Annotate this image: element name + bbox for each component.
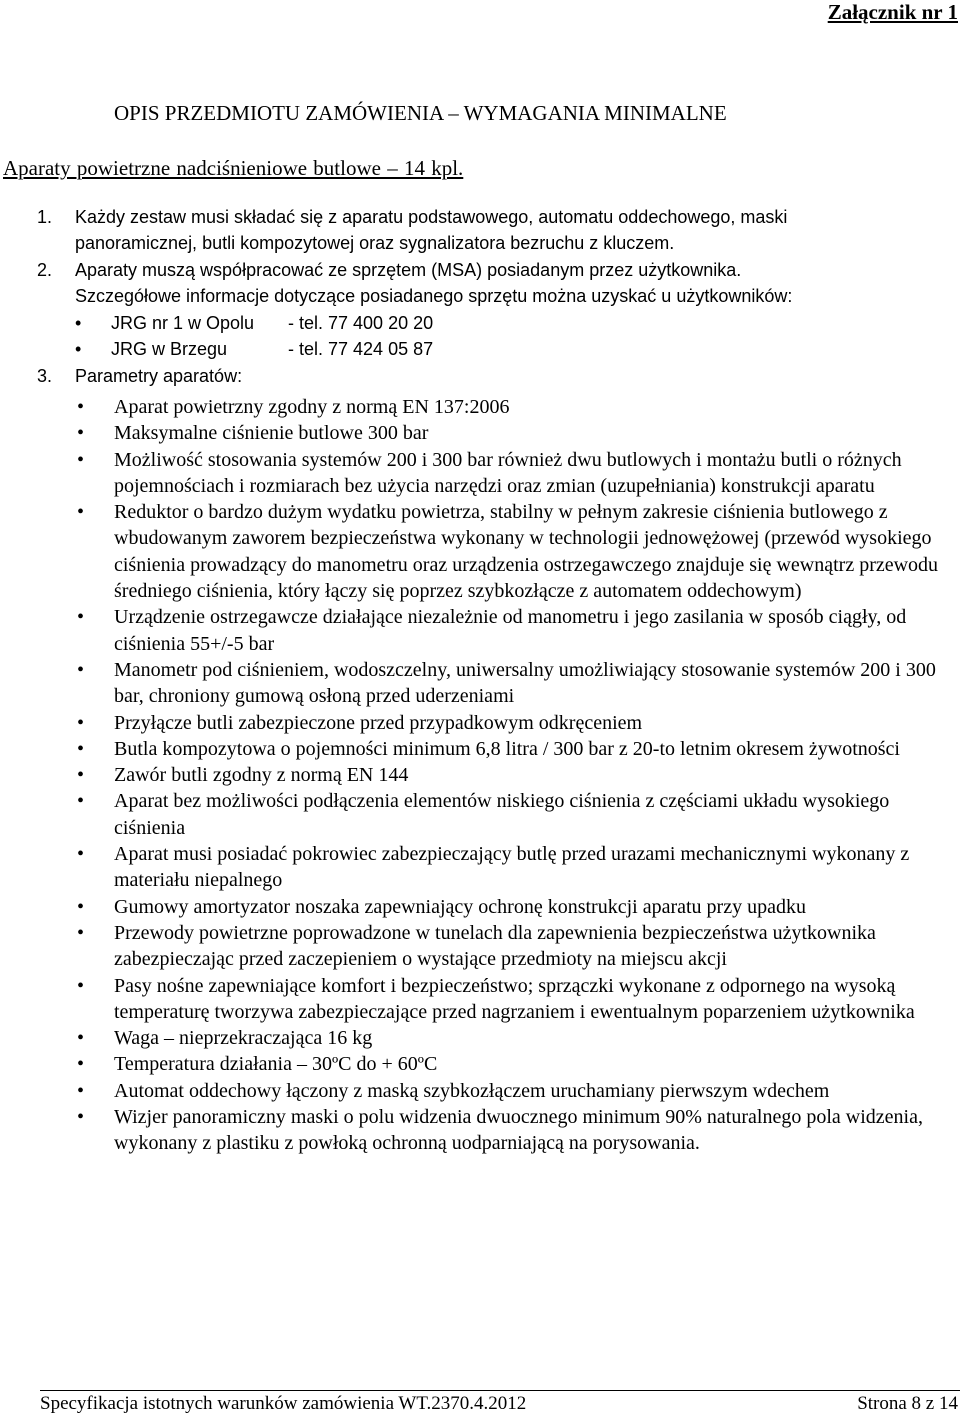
contact-name: JRG nr 1 w Opolu — [111, 313, 255, 333]
page-number: Strona 8 z 14 — [857, 1393, 958, 1414]
list-item — [0, 657, 960, 710]
item-2-line-1: Aparaty muszą współpracować ze sprzętem (MSA) posiadanym przez użytkownika. — [75, 260, 742, 280]
bullet-icon: • — [77, 501, 85, 524]
list-number-3: 3. — [37, 366, 53, 386]
bullet-icon: • — [77, 422, 85, 445]
list-item — [0, 788, 960, 841]
list-item — [0, 604, 960, 657]
bullet-icon: • — [77, 843, 85, 866]
parameters-list — [0, 394, 960, 1157]
item-1-line-1: Każdy zestaw musi składać się z aparatu podstawowego, automatu oddechowego, maski — [75, 207, 788, 227]
parameter-text: Pasy nośne zapewniające komfort i bezpieczeństwo; sprzączki wykonane z odpornego na wysoką temperaturę tworzywa zabezpieczające przed nagrzaniem i ewentualnym poparzeniem użytkownika — [114, 974, 915, 1023]
bullet-icon: • — [77, 396, 85, 418]
bullet-icon: • — [77, 1053, 85, 1076]
list-item — [0, 394, 960, 420]
list-item — [0, 447, 960, 500]
list-item — [0, 1104, 960, 1157]
contact-row — [75, 336, 635, 362]
bullet-icon: • — [77, 1106, 85, 1129]
list-item — [0, 1078, 960, 1104]
list-item — [0, 499, 960, 604]
contact-tel: - tel. 77 424 05 87 — [288, 339, 434, 359]
list-item — [0, 973, 960, 1026]
parameter-text: Maksymalne ciśnienie butlowe 300 bar — [114, 422, 429, 445]
bullet-icon: • — [77, 606, 85, 629]
parameter-text: Aparat musi posiadać pokrowiec zabezpieczający butlę przed urazami mechanicznymi wykonany z materiału niepalnego — [114, 843, 910, 892]
parameter-text: Reduktor o bardzo dużym wydatku powietrza, stabilny w pełnym zakresie ciśnienia butlowego z wbudowanym zaworem bezpieczeństwa wykonany w technologii jednowężowej (przewód wysokiego ciśnienia prowadzący do manometru oraz urządzenia ostrzegawczego znajduje się wewnątrz przewodu średniego ciśnienia, który łączy się poprzez szybkozłącze z automatem oddechowym) — [114, 501, 939, 603]
document-title: OPIS PRZEDMIOTU ZAMÓWIENIA – WYMAGANIA MINIMALNE — [114, 101, 727, 125]
parameter-text: Wizjer panoramiczny maski o polu widzenia dwuocznego minimum 90% naturalnego pola widzenia, wykonany z plastiku z powłoką ochronną uodparniającą na porysowania. — [114, 1106, 923, 1155]
bullet-icon: • — [77, 764, 85, 787]
parameter-text: Temperatura działania – 30ºC do + 60ºC — [114, 1053, 438, 1076]
list-item — [0, 736, 960, 762]
contact-tel: - tel. 77 400 20 20 — [288, 313, 434, 333]
contact-row — [75, 310, 635, 336]
bullet-icon: • — [75, 313, 82, 333]
bullet-icon: • — [75, 339, 82, 359]
item-2-line-2: Szczegółowe informacje dotyczące posiadanego sprzętu można uzyskać u użytkowników: — [75, 286, 793, 306]
parameter-text: Możliwość stosowania systemów 200 i 300 bar również dwu butlowych i montażu butli o różnych pojemnościach i rozmiarach bez użycia narzędzi oraz zmian (uzupełniania) konstrukcji aparatu — [114, 448, 902, 497]
list-item — [0, 894, 960, 920]
list-item — [0, 1025, 960, 1051]
bullet-icon: • — [77, 974, 85, 997]
parameter-text: Manometr pod ciśnieniem, wodoszczelny, uniwersalny umożliwiający stosowanie systemów 200 i 300 bar, chroniony gumową osłoną przed uderzeniami — [114, 658, 936, 708]
parameter-text: Waga – nieprzekraczająca 16 kg — [114, 1027, 373, 1050]
parameter-text: Aparat bez możliwości podłączenia elementów niskiego ciśnienia z częściami układu wysokiego ciśnienia — [114, 790, 890, 839]
bullet-icon: • — [77, 895, 85, 918]
bullet-icon: • — [77, 1027, 85, 1050]
list-item — [0, 841, 960, 894]
parameter-text: Gumowy amortyzator noszaka zapewniający ochronę konstrukcji aparatu przy upadku — [114, 895, 806, 918]
list-item — [0, 762, 960, 788]
bullet-icon: • — [77, 737, 85, 760]
parameter-text: Aparat powietrzny zgodny z normą EN 137:2006 — [114, 396, 510, 418]
contact-name: JRG w Brzegu — [111, 339, 228, 359]
bullet-icon: • — [77, 658, 85, 681]
parameter-text: Zawór butli zgodny z normą EN 144 — [114, 764, 409, 787]
parameter-text: Przyłącze butli zabezpieczone przed przypadkowym odkręceniem — [114, 711, 643, 734]
list-item — [0, 710, 960, 736]
bullet-icon: • — [77, 1079, 85, 1102]
parameter-text: Butla kompozytowa o pojemności minimum 6,8 litra / 300 bar z 20-to letnim okresem żywotności — [114, 737, 900, 760]
list-item — [0, 1051, 960, 1077]
bullet-icon: • — [77, 448, 85, 471]
list-item — [0, 920, 960, 973]
document-subtitle: Aparaty powietrzne nadciśnieniowe butlowe – 14 kpl. — [3, 156, 464, 180]
bullet-icon: • — [77, 921, 85, 944]
parameter-text: Przewody powietrzne poprowadzone w tunelach dla zapewnienia bezpieczeństwa użytkownika zabezpieczając przed zaczepieniem o wystające przedmioty na miejscu akcji — [114, 921, 876, 971]
annex-label: Załącznik nr 1 — [827, 0, 958, 24]
item-3-line-1: Parametry aparatów: — [75, 366, 243, 386]
footer-divider — [40, 1390, 960, 1391]
parameter-text: Urządzenie ostrzegawcze działające niezależnie od manometru i jego zasilania w sposób ciągły, od ciśnienia 55+/-5 bar — [114, 606, 907, 655]
parameter-text: Automat oddechowy łączony z maską szybkozłączem uruchamiany pierwszym wdechem — [114, 1079, 830, 1102]
item-1-line-2: panoramicznej, butli kompozytowej oraz sygnalizatora bezruchu z kluczem. — [75, 233, 675, 253]
footer-spec-label: Specyfikacja istotnych warunków zamówienia WT.2370.4.2012 — [40, 1393, 527, 1414]
list-number-1: 1. — [37, 207, 53, 227]
bullet-icon: • — [77, 711, 85, 734]
bullet-icon: • — [77, 790, 85, 813]
list-item — [0, 420, 960, 446]
list-number-2: 2. — [37, 260, 53, 280]
